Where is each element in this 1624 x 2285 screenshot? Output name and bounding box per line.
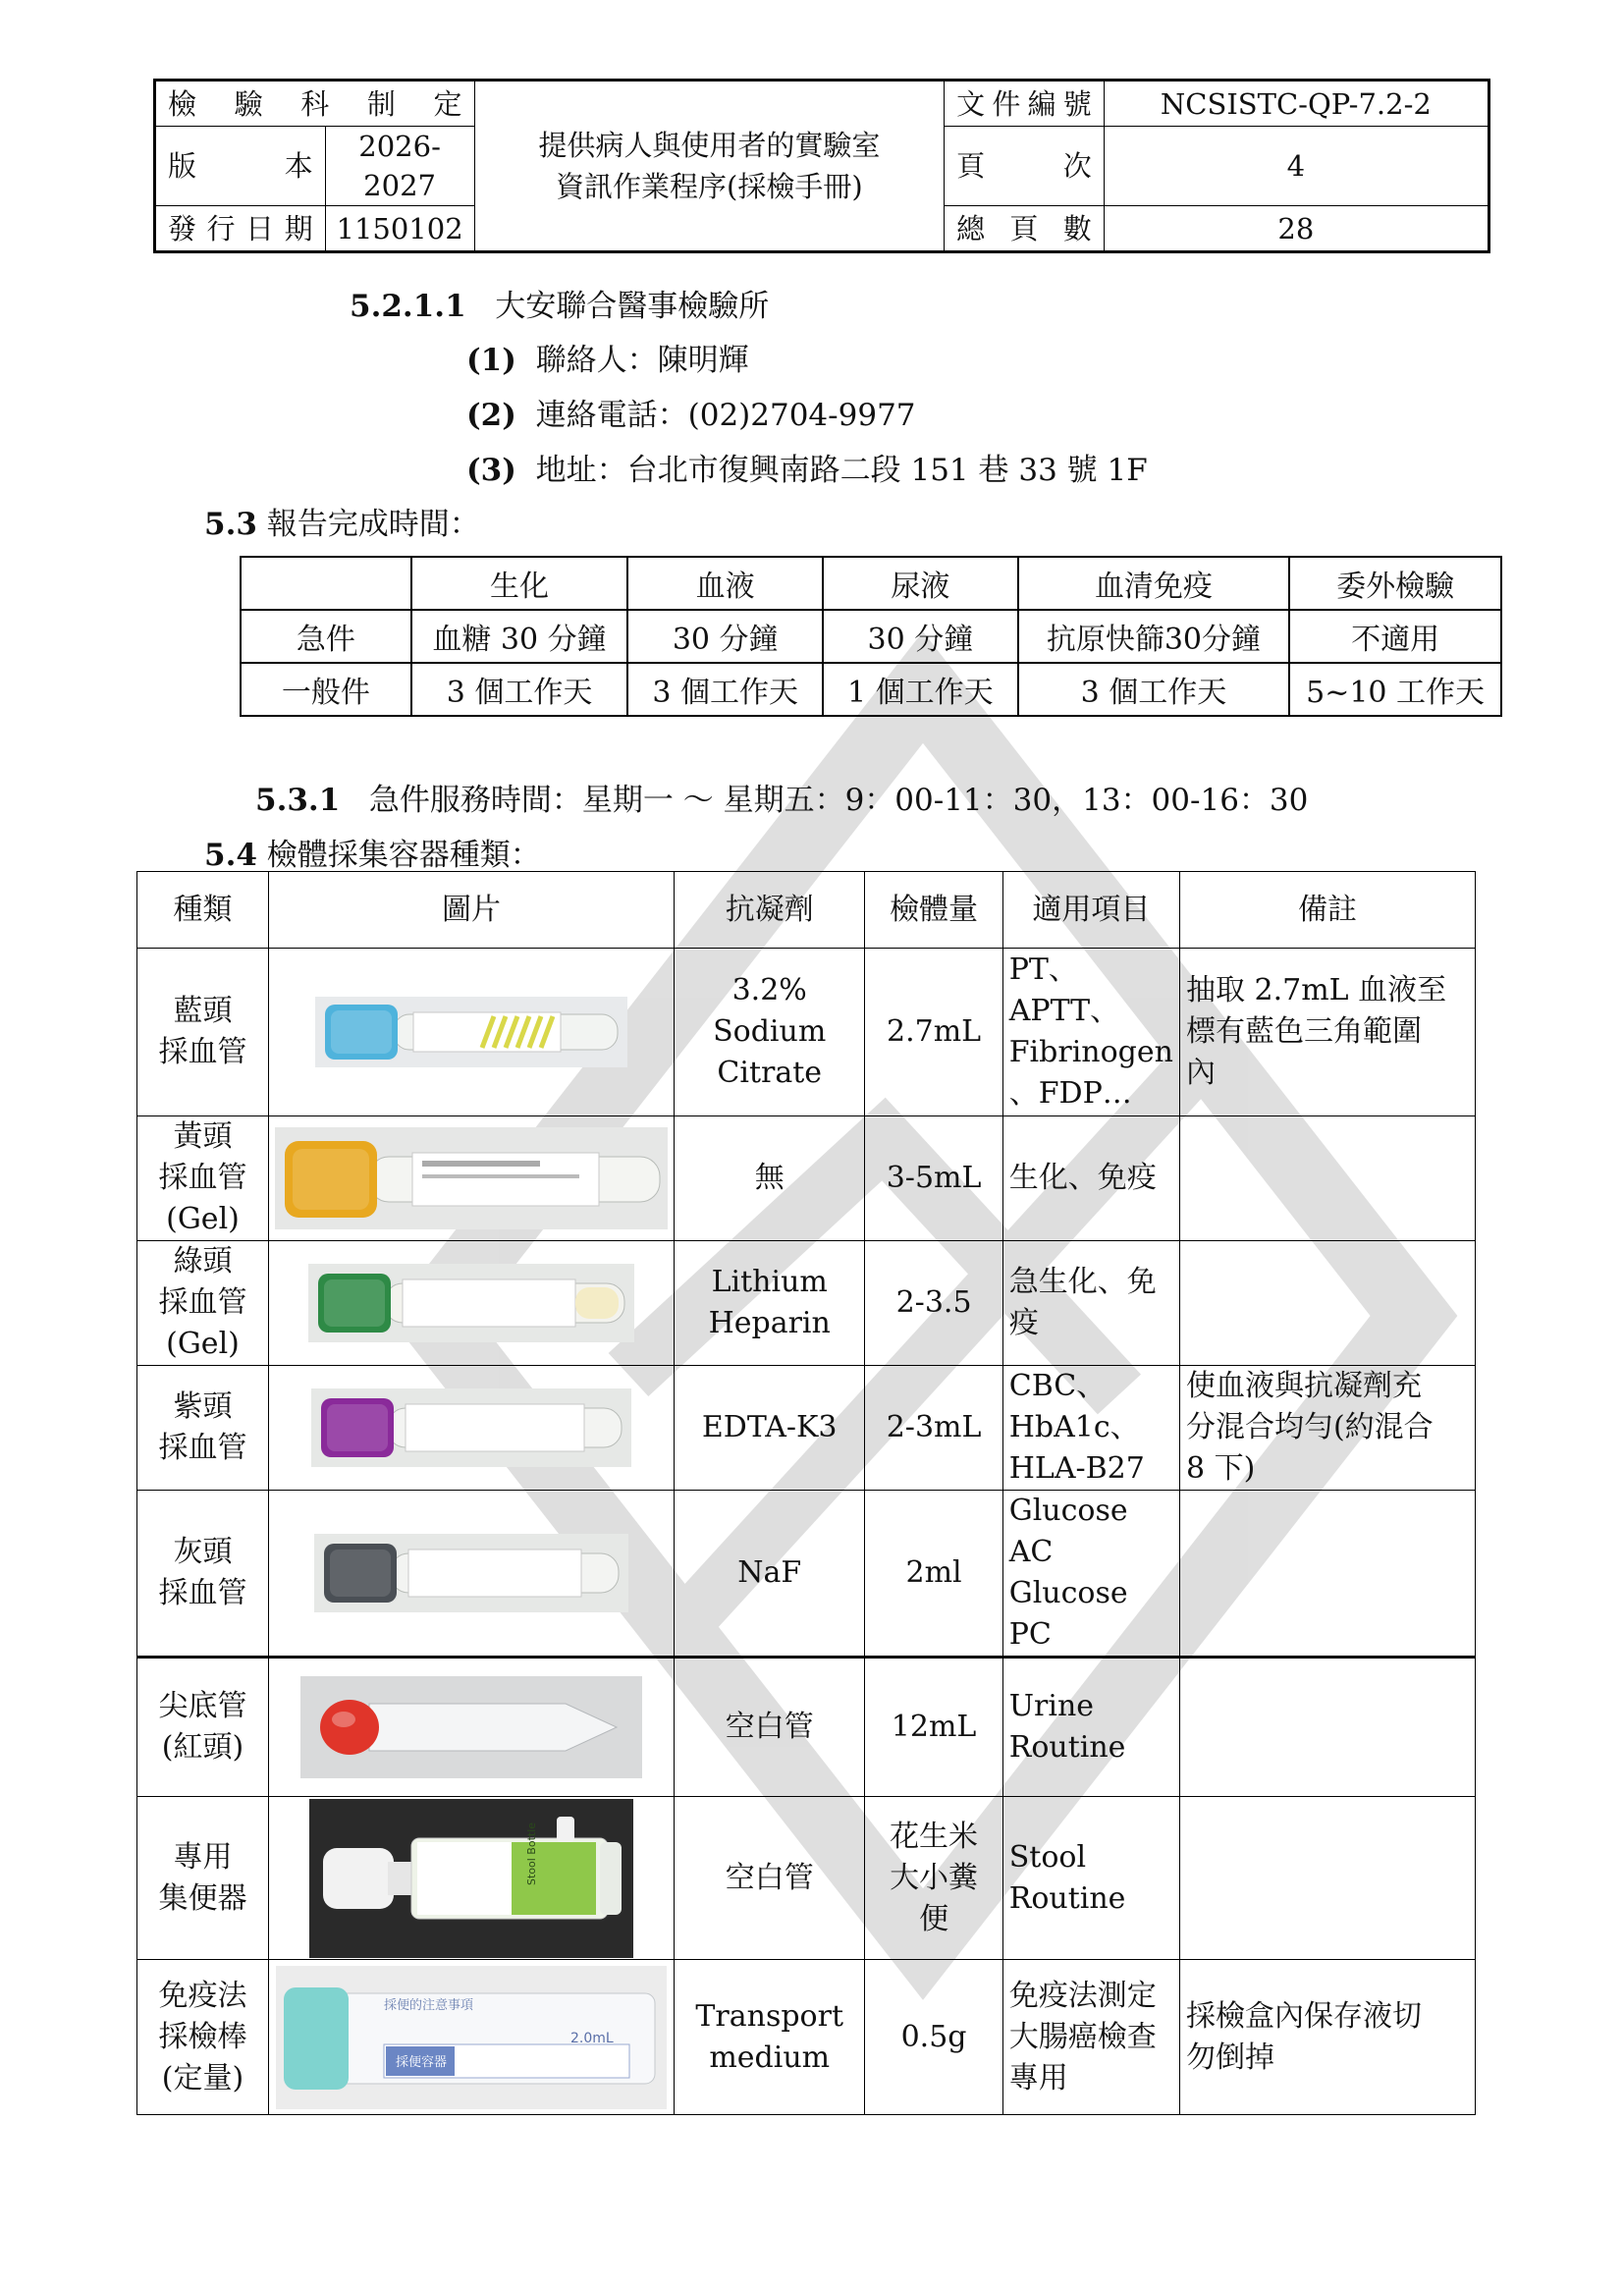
section-title: 大安聯合醫事檢驗所	[495, 289, 770, 324]
turnaround-time-table	[240, 556, 1502, 717]
table-cell: 5~10 工作天	[1289, 663, 1501, 716]
specimen-volume: 0.5g	[865, 1960, 1002, 2115]
total-pages-label: 總頁數	[945, 206, 1105, 252]
title-line-1: 提供病人與使用者的實驗室	[538, 129, 881, 162]
specimen-volume: 2.7mL	[865, 949, 1002, 1116]
page-value: 4	[1104, 127, 1489, 206]
applicable-tests: Glucose AC Glucose PC	[1002, 1491, 1179, 1658]
table-cell: 抗原快篩30分鐘	[1018, 610, 1290, 663]
table-row	[241, 610, 1501, 663]
table-cell: 3 個工作天	[1018, 663, 1290, 716]
section-5-3-heading	[204, 499, 480, 543]
specimen-container-table	[136, 871, 1476, 2115]
table-row	[137, 1960, 1476, 2115]
header-cell: 血清免疫	[1018, 557, 1290, 610]
section-5-3-1	[255, 775, 1308, 819]
anticoagulant: Transport medium	[675, 1960, 865, 2115]
document-header	[153, 79, 1490, 253]
anticoagulant: 無	[675, 1116, 865, 1241]
anticoagulant: EDTA-K3	[675, 1366, 865, 1491]
specimen-volume: 2-3.5	[865, 1241, 1002, 1366]
applicable-tests: Stool Routine	[1002, 1797, 1179, 1960]
red-cap-conical-tube-icon	[300, 1676, 642, 1778]
page-label: 頁次	[945, 127, 1105, 206]
remarks	[1179, 1491, 1475, 1658]
tube-image	[269, 1658, 675, 1797]
applicable-tests: 生化、免疫	[1002, 1116, 1179, 1241]
table-row	[137, 1366, 1476, 1491]
issue-date-value: 1150102	[325, 206, 474, 252]
anticoagulant: 空白管	[675, 1658, 865, 1797]
table-cell: 一般件	[241, 663, 411, 716]
container-type: 專用 集便器	[137, 1797, 269, 1960]
remarks: 使血液與抗凝劑充 分混合均勻(約混合 8 下)	[1179, 1366, 1475, 1491]
section-number: 5.3.1	[255, 783, 341, 818]
applicable-tests: 急生化、免 疫	[1002, 1241, 1179, 1366]
remarks	[1179, 1241, 1475, 1366]
document-title	[474, 81, 945, 252]
container-type: 灰頭 採血管	[137, 1491, 269, 1658]
item-text: 連絡電話：(02)2704-9977	[535, 398, 916, 433]
table-row	[241, 663, 1501, 716]
stool-container-icon	[309, 1799, 633, 1958]
container-type: 藍頭 採血管	[137, 949, 269, 1116]
table-cell: 急件	[241, 610, 411, 663]
tube-image	[269, 949, 675, 1116]
header-cell: 備註	[1179, 872, 1475, 949]
table-row	[137, 1241, 1476, 1366]
item-number: (3)	[466, 453, 516, 488]
specimen-volume: 3-5mL	[865, 1116, 1002, 1241]
table-cell: 不適用	[1289, 610, 1501, 663]
contact-person	[466, 335, 749, 379]
urgent-service-hours: 急件服務時間：星期一 ～ 星期五：9：00-11：30，13：00-16：30	[368, 783, 1309, 818]
section-title: 報告完成時間：	[266, 507, 480, 542]
applicable-tests: CBC、 HbA1c、 HLA-B27	[1002, 1366, 1179, 1491]
anticoagulant: NaF	[675, 1491, 865, 1658]
tube-image	[269, 1241, 675, 1366]
version-label: 版本	[155, 127, 326, 206]
table-cell: 3 個工作天	[411, 663, 628, 716]
header-cell: 適用項目	[1002, 872, 1179, 949]
remarks	[1179, 1797, 1475, 1960]
item-text: 聯絡人：陳明輝	[535, 343, 749, 378]
purple-cap-tube-icon	[311, 1388, 631, 1467]
yellow-cap-tube-icon	[275, 1127, 668, 1229]
header-cell: 委外檢驗	[1289, 557, 1501, 610]
tube-image	[269, 1491, 675, 1658]
specimen-volume: 12mL	[865, 1658, 1002, 1797]
version-value: 2026-2027	[325, 127, 474, 206]
table-cell: 1 個工作天	[823, 663, 1018, 716]
container-type: 黃頭 採血管 (Gel)	[137, 1116, 269, 1241]
doc-no-label: 文件編號	[945, 81, 1105, 127]
header-cell: 抗凝劑	[675, 872, 865, 949]
section-number: 5.2.1.1	[350, 289, 466, 324]
table-row	[137, 1116, 1476, 1241]
item-number: (1)	[466, 343, 516, 378]
section-5-4-heading	[204, 830, 541, 874]
remarks	[1179, 1116, 1475, 1241]
anticoagulant: 空白管	[675, 1797, 865, 1960]
remarks: 抽取 2.7mL 血液至 標有藍色三角範圍 內	[1179, 949, 1475, 1116]
table-header-row	[137, 872, 1476, 949]
remarks	[1179, 1658, 1475, 1797]
blue-cap-tube-icon	[315, 997, 627, 1067]
title-line-2: 資訊作業程序(採檢手冊)	[556, 170, 863, 203]
item-number: (2)	[466, 398, 516, 433]
header-cell: 尿液	[823, 557, 1018, 610]
applicable-tests: 免疫法測定 大腸癌檢查 專用	[1002, 1960, 1179, 2115]
section-5-2-1-1-heading	[350, 281, 769, 325]
anticoagulant: 3.2% Sodium Citrate	[675, 949, 865, 1116]
header-cell: 種類	[137, 872, 269, 949]
table-row	[137, 949, 1476, 1116]
table-row	[137, 1797, 1476, 1960]
header-cell: 血液	[627, 557, 823, 610]
svg-text:採便的注意事項: 採便的注意事項	[384, 1997, 474, 2013]
contact-phone	[466, 390, 916, 434]
container-type: 綠頭 採血管 (Gel)	[137, 1241, 269, 1366]
section-title: 檢體採集容器種類：	[266, 838, 541, 873]
table-cell: 30 分鐘	[627, 610, 823, 663]
tube-image	[269, 1366, 675, 1491]
table-header-row	[241, 557, 1501, 610]
container-type: 免疫法 採檢棒 (定量)	[137, 1960, 269, 2115]
svg-text:採便容器: 採便容器	[396, 2054, 448, 2070]
section-number: 5.3	[204, 507, 257, 542]
header-cell: 檢體量	[865, 872, 1002, 949]
specimen-volume: 花生米 大小糞 便	[865, 1797, 1002, 1960]
table-cell: 30 分鐘	[823, 610, 1018, 663]
applicable-tests: Urine Routine	[1002, 1658, 1179, 1797]
table-cell: 血糖 30 分鐘	[411, 610, 628, 663]
total-pages-value: 28	[1104, 206, 1489, 252]
tube-image	[269, 1116, 675, 1241]
svg-text:Stool Bottle: Stool Bottle	[525, 1822, 539, 1885]
gray-cap-tube-icon	[314, 1534, 628, 1612]
applicable-tests: PT、 APTT、 Fibrinogen 、FDP…	[1002, 949, 1179, 1116]
issue-date-label: 發行日期	[155, 206, 326, 252]
table-cell: 3 個工作天	[627, 663, 823, 716]
specimen-volume: 2-3mL	[865, 1366, 1002, 1491]
specimen-volume: 2ml	[865, 1491, 1002, 1658]
remarks: 採檢盒內保存液切 勿倒掉	[1179, 1960, 1475, 2115]
header-cell	[241, 557, 411, 610]
container-type: 尖底管 (紅頭)	[137, 1658, 269, 1797]
anticoagulant: Lithium Heparin	[675, 1241, 865, 1366]
item-text: 地址：台北市復興南路二段 151 巷 33 號 1F	[535, 453, 1148, 488]
doc-no-value: NCSISTC-QP-7.2-2	[1104, 81, 1489, 127]
container-type: 紫頭 採血管	[137, 1366, 269, 1491]
contact-address	[466, 445, 1148, 489]
tube-image	[269, 1960, 675, 2115]
issuer-label: 檢驗科制定	[155, 81, 475, 127]
header-cell: 生化	[411, 557, 628, 610]
section-number: 5.4	[204, 838, 257, 873]
table-row	[137, 1491, 1476, 1658]
green-cap-tube-icon	[308, 1264, 634, 1342]
header-cell: 圖片	[269, 872, 675, 949]
table-row	[137, 1658, 1476, 1797]
tube-image	[269, 1797, 675, 1960]
fit-sampling-tube-icon	[276, 1966, 667, 2109]
svg-text:2.0mL: 2.0mL	[570, 2030, 614, 2046]
